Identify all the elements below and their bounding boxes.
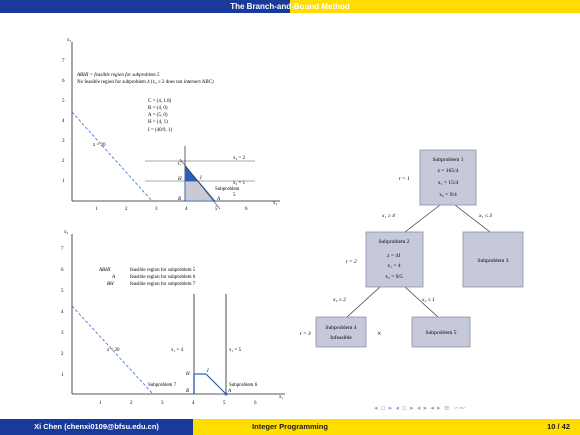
objective-label: z = 20	[107, 348, 120, 353]
subproblem-label: Subproblem	[215, 187, 240, 192]
legend-line-2: No feasible region for subproblem 4 (x₂ ≥ 2 does not intersect ABC)	[77, 80, 214, 85]
label-subproblem-7: Subproblem 7	[148, 383, 177, 388]
legend-rhs: feasible region for subproblem 6	[130, 275, 196, 280]
y-tick-label: 2	[62, 159, 65, 164]
infeasible-cross-icon: ×	[377, 329, 382, 338]
point-def: C = (4, 1.8)	[148, 99, 172, 104]
y-axis-label: x₂	[64, 230, 69, 235]
edge-1-2	[405, 205, 440, 232]
y-tick-label: 5	[61, 289, 64, 294]
y-ticks	[62, 59, 65, 184]
x-ticks	[99, 401, 257, 406]
branch-and-bound-tree	[300, 145, 555, 355]
point-H: H	[178, 177, 182, 182]
branch-label-x2-le-1: x₂ ≤ 1	[422, 297, 435, 303]
node-x2: x₂ = 9/4	[439, 192, 457, 198]
branch-label-x2-ge-2: x₂ ≥ 2	[333, 297, 346, 303]
beamer-navigation-icons[interactable]: ◂ ▫ ▸ ◂ ▫ ▸ ◂ ▸ ◂ ▸ ≡ ∽∾	[374, 404, 466, 412]
y-tick-label: 7	[62, 59, 65, 64]
node-z: z = 165/4	[437, 168, 459, 174]
x-tick-label: 4	[185, 207, 188, 212]
node-title: Subproblem 5	[425, 330, 457, 336]
footer-page-number: 10 / 42	[547, 422, 570, 431]
y-tick-label: 4	[62, 119, 65, 124]
label-x1-eq-5: x₁ = 5	[229, 348, 242, 353]
y-tick-label: 7	[61, 247, 64, 252]
x-axis-label: x₁	[273, 201, 278, 206]
point-def: B = (4, 0)	[148, 106, 168, 111]
legend-rhs: feasible region for subproblem 5	[130, 268, 196, 273]
point-H: H	[186, 372, 190, 377]
node-subproblem-3[interactable]	[463, 232, 523, 287]
node-subproblem-5[interactable]	[412, 317, 470, 347]
point-I: I	[207, 369, 209, 374]
node-subproblem-2[interactable]	[366, 232, 423, 287]
y-tick-label: 6	[61, 268, 64, 273]
x-tick-label: 1	[95, 207, 98, 212]
node-title: Subproblem 1	[432, 157, 464, 163]
x-axis-label: x₁	[279, 395, 284, 400]
legend	[98, 268, 196, 287]
branch-label-x1-ge-4: x₁ ≥ 4	[382, 213, 395, 219]
x-tick-label: 6	[245, 207, 248, 212]
points-list	[148, 99, 173, 133]
branch-label-x1-le-3: x₁ ≤ 3	[479, 213, 492, 219]
footer-author: Xi Chen (chenxi0109@bfsu.edu.cn)	[0, 419, 193, 435]
segment-IA	[206, 374, 226, 394]
point-I: I	[200, 176, 202, 181]
label-subproblem-6: Subproblem 6	[229, 383, 258, 388]
label-x2-eq-1: x₂ = 1	[233, 181, 246, 186]
footer-bar	[0, 419, 580, 435]
objective-label: z = 20	[93, 143, 106, 148]
y-axis-label: x₂	[67, 38, 72, 43]
bottom-feasible-region-figure	[55, 226, 295, 406]
point-B: B	[178, 197, 182, 202]
node-status: Infeasible	[330, 335, 352, 341]
point-A: A	[228, 389, 232, 394]
legend-lhs: A	[112, 275, 116, 280]
y-tick-label: 2	[61, 352, 64, 357]
x-tick-label: 2	[130, 401, 133, 406]
node-x1: x₁ = 4	[387, 263, 401, 269]
time-label-t1: t = 1	[399, 176, 410, 182]
legend-line-1: ABHI = feasible region for subproblem 5	[77, 73, 160, 78]
legend-lhs: ABHI	[99, 268, 111, 273]
subproblem-number: 5	[233, 193, 236, 198]
point-def: A = (5, 0)	[148, 113, 168, 118]
top-feasible-region-figure	[55, 34, 295, 214]
node-x2: x₂ = 9/5	[385, 274, 403, 280]
point-C: C	[178, 162, 182, 167]
y-tick-label: 6	[62, 79, 65, 84]
y-ticks	[61, 247, 64, 378]
node-title: Subproblem 3	[477, 258, 509, 264]
x-tick-label: 3	[161, 401, 164, 406]
label-x2-eq-2: x₂ = 2	[233, 156, 246, 161]
point-B: B	[186, 389, 190, 394]
x-tick-label: 6	[254, 401, 257, 406]
y-tick-label: 1	[62, 179, 65, 184]
y-tick-label: 3	[62, 139, 65, 144]
node-box	[316, 317, 366, 347]
x-tick-label: 3	[155, 207, 158, 212]
node-subproblem-1[interactable]	[420, 150, 476, 205]
edge-2-4	[347, 287, 380, 317]
y-tick-label: 3	[61, 331, 64, 336]
x-tick-label: 4	[192, 401, 195, 406]
node-title: Subproblem 2	[378, 239, 410, 245]
point-def: H = (4, 1)	[148, 120, 168, 125]
x-tick-label: 2	[125, 207, 128, 212]
y-tick-label: 4	[61, 310, 64, 315]
time-label-t3: t = 3	[300, 331, 311, 337]
x-ticks	[95, 207, 248, 212]
objective-line	[72, 112, 152, 201]
footer-course: Integer Programming	[252, 422, 328, 431]
point-A: A	[217, 197, 221, 202]
node-x1: x₁ = 15/4	[437, 180, 459, 186]
time-label-t2: t = 2	[346, 259, 357, 265]
x-tick-label: 5	[215, 207, 218, 212]
x-tick-label: 5	[223, 401, 226, 406]
label-x1-eq-4: x₁ = 4	[171, 348, 184, 353]
y-tick-label: 1	[61, 373, 64, 378]
node-subproblem-4[interactable]	[316, 317, 366, 347]
point-def: I = (40/9, 1)	[148, 128, 173, 133]
node-title: Subproblem 4	[325, 325, 357, 331]
x-tick-label: 1	[99, 401, 102, 406]
legend-rhs: feasible region for subproblem 7	[130, 282, 196, 287]
node-z: z = 41	[387, 253, 401, 259]
y-tick-label: 5	[62, 99, 65, 104]
slide-title: The Branch-and-Bound Method	[230, 2, 350, 11]
legend-lhs: BH	[107, 282, 114, 287]
